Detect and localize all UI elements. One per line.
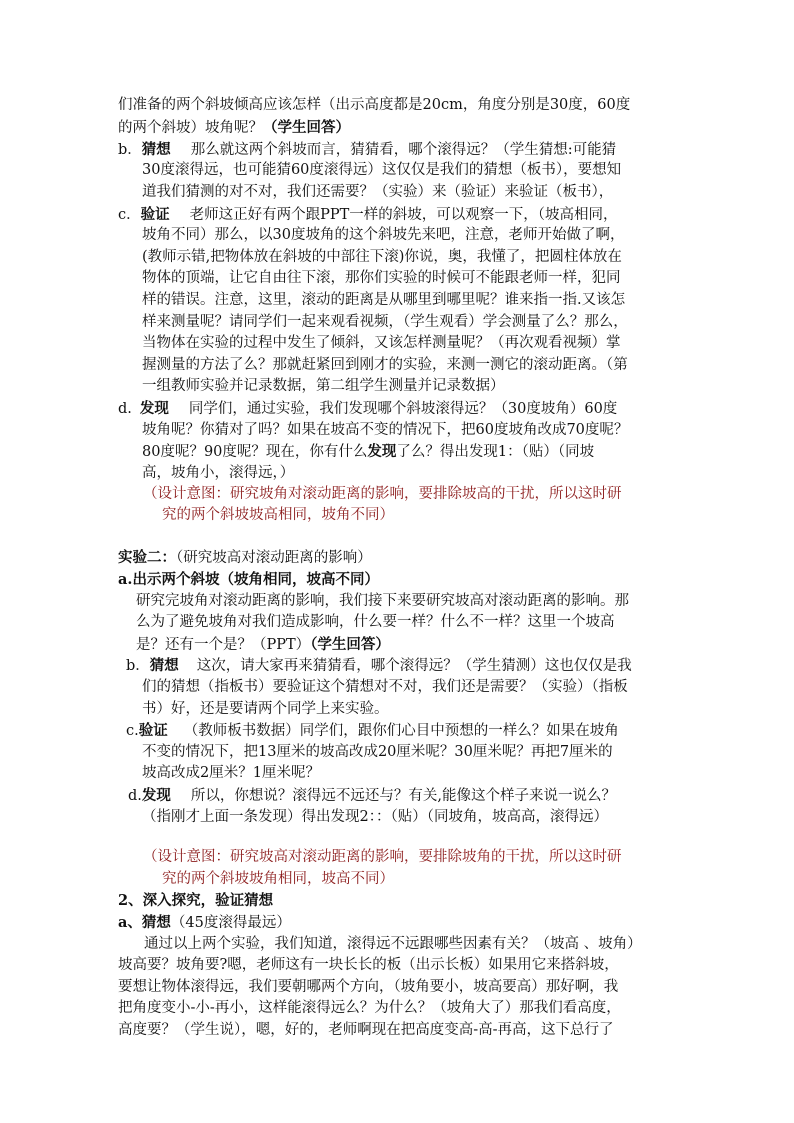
text-line: d.发现 所以，你想说？滚得远不远还与？有关,能像这个样子来说一说么？ [128, 787, 617, 804]
text-line: 坡角呢？你猜对了吗？如果在坡高不变的情况下，把60度坡角改成70度呢？ [142, 422, 629, 438]
text-line: 通过以上两个实验，我们知道，滚得远不远跟哪些因素有关？（坡高 、坡角） [144, 936, 642, 952]
text-line: 坡高改成2厘米？1厘米呢？ [142, 765, 320, 781]
text-line: 样的错误。注意，这里，滚动的距离是从哪里到哪里呢？谁来指一指.又该怎 [142, 292, 626, 308]
list-marker: b． [118, 142, 142, 158]
text-line: 是？还有一个是？（PPT）（学生回答） [136, 636, 390, 653]
text-line: b．猜想 这次，请大家再来猜猜看，哪个滚得远？（学生猜测）这也仅仅是我 [126, 657, 632, 674]
step-heading: 验证 [140, 206, 170, 223]
list-marker: b． [126, 658, 150, 674]
text-line: 的两个斜坡）坡角呢？（学生回答） [118, 119, 350, 136]
list-marker: d. [118, 401, 132, 417]
text-line: 究的两个斜坡坡高相同，坡角不同） [162, 507, 394, 523]
text-line: 研究完坡角对滚动距离的影响，我们接下来要研究坡高对滚动距离的影响。那 [136, 593, 629, 609]
text-line: a.出示两个斜坡（坡角相同，坡高不同） [118, 571, 379, 588]
text-line: 样来测量呢？请同学们一起来观看视频，（学生观看）学会测量了么？那么， [142, 314, 628, 330]
text-line: 坡高要？坡角要?嗯，老师这有一块长长的板（出示长板）如果用它来搭斜坡， [118, 957, 619, 973]
text-line: 坡角不同）那么，以30度坡角的这个斜坡先来吧，注意，老师开始做了啊， [142, 227, 625, 243]
text-line: 一组教师实验并记录数据，第二组学生测量并记录数据） [142, 378, 505, 394]
text-line: 80度呢？90度呢？现在，你有什么发现了么？得出发现1：（贴）（同坡 [142, 443, 595, 460]
text-line: 不变的情况下，把13厘米的坡高改成20厘米呢？30厘米呢？再把7厘米的 [142, 744, 613, 760]
text-line: 握测量的方法了么？那就赶紧回到刚才的实验，来测一测它的滚动距离。（第 [142, 357, 628, 373]
step-heading: 验证 [138, 722, 168, 739]
text-line: （指刚才上面一条发现）得出发现2：：（贴）（同坡角，坡高高，滚得远） [142, 809, 608, 825]
step-heading: 发现 [139, 400, 169, 417]
list-marker: c． [118, 207, 141, 223]
step-heading: 发现 [141, 787, 171, 804]
text-line: 们的猜想（指板书）要验证这个猜想对不对，我们还是需要？（实验）（指板 [142, 679, 628, 695]
text-line: 究的两个斜坡坡角相同，坡高不同） [162, 871, 394, 887]
text-line: 把角度变小-小-再小，这样能滚得远么？为什么？（坡角大了）那我们看高度， [118, 1000, 621, 1016]
section-heading: 2、深入探究，验证猜想 [118, 892, 274, 909]
text-line: 当物体在实验的过程中发生了倾斜，又该怎样测量呢？（再次观看视频）掌 [142, 335, 621, 351]
text-line: 要想让物体滚得远，我们要朝哪两个方向，（坡角要小，坡高要高）那好啊，我 [118, 979, 619, 995]
list-marker: d. [128, 788, 142, 804]
text-line: （设计意图：研究坡角对滚动距离的影响，要排除坡高的干扰，所以这时研 [143, 486, 622, 502]
text-line: 物体的顶端，让它自由往下滚，那你们实验的时候可不能跟老师一样，犯同 [142, 270, 621, 286]
text-line: a、猜想（45度滚得最远） [118, 914, 291, 931]
text-line: 道我们猜测的对不对，我们还需要？（实验）来（验证）来验证（板书）， [142, 184, 614, 200]
step-heading: 猜想 [141, 141, 171, 158]
text-line: c．验证 老师这正好有两个跟PPT一样的斜坡，可以观察一下，（坡高相同， [118, 206, 618, 223]
text-line: 么为了避免坡角对我们造成影响，什么要一样？什么不一样？这里一个坡高 [136, 614, 615, 630]
text-line: 高，坡角小，滚得远，） [142, 465, 295, 481]
text-line: d. 发现 同学们，通过实验，我们发现哪个斜坡滚得远？（30度坡角）60度 [118, 400, 618, 417]
text-line: 30度滚得远，也可能猜60度滚得远）这仅仅是我们的猜想（板书），要想知 [142, 162, 622, 178]
text-line: 高度要？（学生说），嗯，好的，老师啊现在把高度变高-高-再高，这下总行了 [118, 1022, 614, 1038]
text-line: 书）好，还是要请两个同学上来实验。 [142, 701, 389, 717]
text-line: (教师示错,把物体放在斜坡的中部往下滚)你说，奥，我懂了，把圆柱体放在 [142, 249, 622, 265]
text-line: （设计意图：研究坡高对滚动距离的影响，要排除坡角的干扰，所以这时研 [143, 849, 622, 865]
text-line: b．猜想 那么就这两个斜坡而言，猜猜看，哪个滚得远？（学生猜想:可能猜 [118, 141, 617, 158]
section-heading: 实验二：（研究坡高对滚动距离的影响） [118, 549, 372, 566]
list-marker: c. [126, 723, 139, 739]
text-line: 们准备的两个斜坡倾高应该怎样（出示高度都是20cm，角度分别是30度，60度 [118, 97, 631, 113]
text-line: c.验证 （教师板书数据）同学们，跟你们心目中预想的一样么？如果在坡角 [126, 722, 619, 739]
step-heading: 猜想 [149, 657, 179, 674]
